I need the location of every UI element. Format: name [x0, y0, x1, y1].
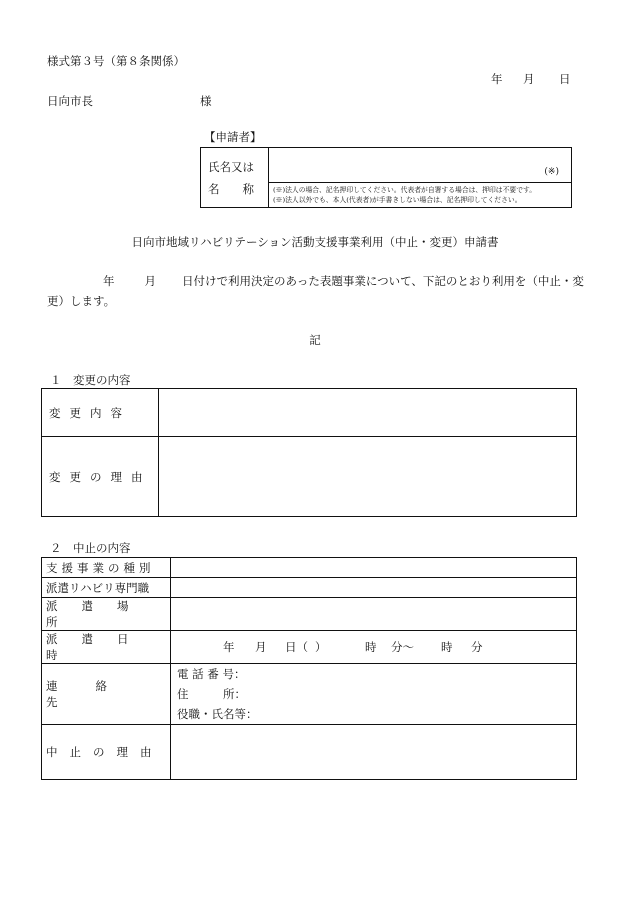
section1-heading: １ 変更の内容	[50, 373, 131, 387]
change-reason-label: 変更の理由	[42, 437, 159, 517]
note-2: (※)法人以外でも、本人(代表者)が手書きしない場合は、記名押印してください。	[273, 196, 522, 204]
date-day: 日	[559, 72, 571, 86]
stop-table	[41, 557, 577, 780]
datetime-field[interactable]	[171, 631, 577, 664]
signature-mark: (※)	[544, 167, 559, 177]
change-content-field[interactable]	[159, 389, 577, 437]
table-row	[42, 725, 577, 780]
body-text-1: 日付けで利用決定のあった表題事業について、下記のとおり利用を（中止・変	[182, 274, 584, 288]
staff-field[interactable]	[171, 578, 577, 598]
section2-heading: ２ 中止の内容	[50, 541, 131, 555]
service-type-label: 支援事業の種別	[42, 558, 171, 578]
place-label: 派遣場所	[42, 598, 171, 631]
table-row	[42, 558, 577, 578]
table-row	[42, 631, 577, 664]
body-month: 月	[144, 274, 156, 288]
applicant-table	[200, 147, 572, 208]
body-line-1	[47, 273, 583, 289]
body-year: 年	[103, 274, 115, 288]
change-content-label: 変更内容	[42, 389, 159, 437]
contact-role-name: 役職・氏名等：	[177, 707, 258, 721]
datetime-label: 派遣日時	[42, 631, 171, 664]
contact-phone: 電 話 番 号：	[177, 667, 246, 681]
form-number: 様式第３号（第８条関係）	[47, 54, 185, 68]
honorific: 様	[200, 94, 212, 108]
date-year: 年	[491, 72, 503, 86]
date-month: 月	[523, 72, 535, 86]
service-type-field[interactable]	[171, 558, 577, 578]
name-label-cell	[201, 148, 269, 208]
applicant-notes	[269, 183, 572, 208]
stop-reason-field[interactable]	[171, 725, 577, 780]
name-input-cell[interactable]	[269, 148, 572, 183]
table-row	[42, 598, 577, 631]
stop-reason-label: 中止の理由	[42, 725, 171, 780]
table-row	[42, 389, 577, 437]
date-line	[491, 71, 571, 87]
addressee: 日向市長	[47, 94, 93, 108]
datetime-template: 年 月 日（ ） 時 分～ 時 分	[223, 640, 483, 654]
contact-address: 住 所：	[177, 687, 246, 701]
name-label-line1: 氏名又は	[208, 159, 254, 174]
document-title: 日向市地域リハビリテーション活動支援事業利用（中止・変更）申請書	[131, 235, 499, 249]
note-1: (※)法人の場合、記名押印してください。代表者が自署する場合は、押印は不要です。	[273, 186, 537, 194]
name-label-line2: 名 称	[208, 181, 254, 196]
table-row	[42, 437, 577, 517]
ki-heading: 記	[309, 333, 321, 347]
staff-label: 派遣リハビリ専門職	[42, 578, 171, 598]
body-line-2: 更）します。	[47, 294, 116, 308]
contact-field[interactable]	[171, 664, 577, 725]
applicant-section-label: 【申請者】	[204, 130, 262, 144]
contact-label: 連絡先	[42, 664, 171, 725]
place-field[interactable]	[171, 598, 577, 631]
change-table	[41, 388, 577, 517]
change-reason-field[interactable]	[159, 437, 577, 517]
table-row	[42, 578, 577, 598]
table-row	[42, 664, 577, 725]
